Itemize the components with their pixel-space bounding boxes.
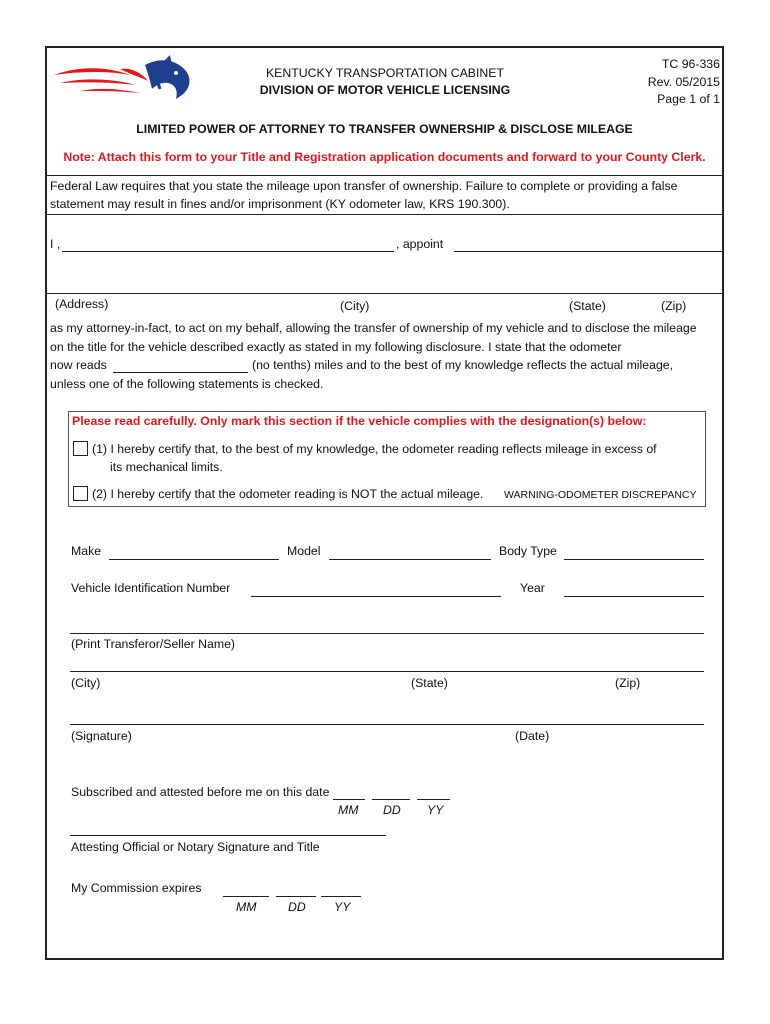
seller-name-field[interactable] — [70, 633, 704, 634]
body-text-line1: as my attorney-in-fact, to act on my behalf, allowing the transfer of ownership of my vehicle and to disclose the mileage — [50, 321, 697, 335]
body-type-label: Body Type — [499, 544, 557, 558]
signature-field[interactable] — [70, 724, 704, 725]
signature-label: (Signature) — [71, 729, 132, 743]
odometer-reading-field[interactable] — [113, 372, 248, 373]
divider — [47, 214, 722, 215]
make-label: Make — [71, 544, 102, 558]
vin-field[interactable] — [251, 596, 501, 597]
print-name-label: (Print Transferor/Seller Name) — [71, 637, 236, 651]
official-signature-field[interactable] — [70, 835, 386, 836]
body-text-line4: unless one of the following statements is checked. — [50, 377, 324, 391]
make-field[interactable] — [109, 559, 279, 560]
subscribed-day-field[interactable] — [372, 799, 410, 800]
attorney-name-field[interactable] — [454, 251, 722, 252]
seller-state-label: (State) — [411, 676, 448, 690]
official-label: Attesting Official or Notary Signature and Title — [71, 840, 320, 854]
certification-heading: Please read carefully. Only mark this section if the vehicle complies with the designation(s) below: — [72, 414, 647, 428]
commission-dd-label: DD — [288, 900, 306, 914]
yy-label: YY — [427, 803, 444, 817]
subscribed-label: Subscribed and attested before me on this date — [71, 785, 330, 799]
vin-label: Vehicle Identification Number — [71, 581, 231, 595]
commission-month-field[interactable] — [223, 896, 269, 897]
attachment-note: Note: Attach this form to your Title and Registration application documents and forward to your County Clerk. — [63, 150, 706, 164]
commission-mm-label: MM — [236, 900, 257, 914]
body-text-line2: on the title for the vehicle described exactly as stated in my following disclosure. I state that the odometer — [50, 340, 622, 354]
model-label: Model — [287, 544, 321, 558]
state-label: (State) — [569, 299, 606, 313]
odometer-suffix: (no tenths) miles and to the best of my knowledge reflects the actual mileage, — [252, 358, 674, 372]
option2-text: (2) I hereby certify that the odometer reading is NOT the actual mileage. — [92, 487, 484, 501]
i-label: I , — [50, 237, 61, 251]
mileage-exceeds-checkbox[interactable] — [73, 441, 88, 456]
form-number: TC 96-336 — [661, 57, 720, 71]
option1-text-line1: (1) I hereby certify that, to the best of my knowledge, the odometer reading reflects mileage in excess of — [92, 442, 657, 456]
agency-name: KENTUCKY TRANSPORTATION CABINET — [265, 66, 504, 80]
horse-head-logo-icon — [50, 55, 200, 105]
odometer-prefix: now reads — [50, 358, 107, 372]
appoint-label: , appoint — [396, 237, 444, 251]
federal-law-text-line2: statement may result in fines and/or imprisonment (KY odometer law, KRS 190.300). — [50, 197, 510, 211]
revision-date: Rev. 05/2015 — [647, 75, 720, 89]
not-actual-mileage-checkbox[interactable] — [73, 486, 88, 501]
commission-day-field[interactable] — [276, 896, 316, 897]
mm-label: MM — [338, 803, 359, 817]
city-label: (City) — [340, 299, 370, 313]
subscribed-month-field[interactable] — [333, 799, 365, 800]
divider — [47, 175, 722, 176]
subscribed-year-field[interactable] — [417, 799, 450, 800]
form-title: LIMITED POWER OF ATTORNEY TO TRANSFER OWNERSHIP & DISCLOSE MILEAGE — [136, 122, 633, 136]
grantor-name-field[interactable] — [62, 251, 394, 252]
commission-year-field[interactable] — [321, 896, 361, 897]
division-name: DIVISION OF MOTOR VEHICLE LICENSING — [259, 83, 511, 97]
model-field[interactable] — [329, 559, 491, 560]
option1-text-line2: its mechanical limits. — [110, 460, 223, 474]
date-label: (Date) — [515, 729, 550, 743]
seller-zip-label: (Zip) — [615, 676, 641, 690]
seller-city-label: (City) — [71, 676, 101, 690]
commission-yy-label: YY — [334, 900, 351, 914]
page-number: Page 1 of 1 — [657, 92, 720, 106]
year-field[interactable] — [564, 596, 704, 597]
federal-law-text-line1: Federal Law requires that you state the mileage upon transfer of ownership. Failure to complete or providing a false — [50, 179, 678, 193]
odometer-discrepancy-warning: WARNING-ODOMETER DISCREPANCY — [504, 489, 697, 501]
body-type-field[interactable] — [564, 559, 704, 560]
zip-label: (Zip) — [661, 299, 687, 313]
seller-address-field[interactable] — [70, 671, 704, 672]
commission-label: My Commission expires — [71, 881, 202, 895]
address-label: (Address) — [55, 297, 109, 311]
address-field[interactable] — [47, 293, 722, 294]
year-label: Year — [520, 581, 545, 595]
dd-label: DD — [383, 803, 401, 817]
